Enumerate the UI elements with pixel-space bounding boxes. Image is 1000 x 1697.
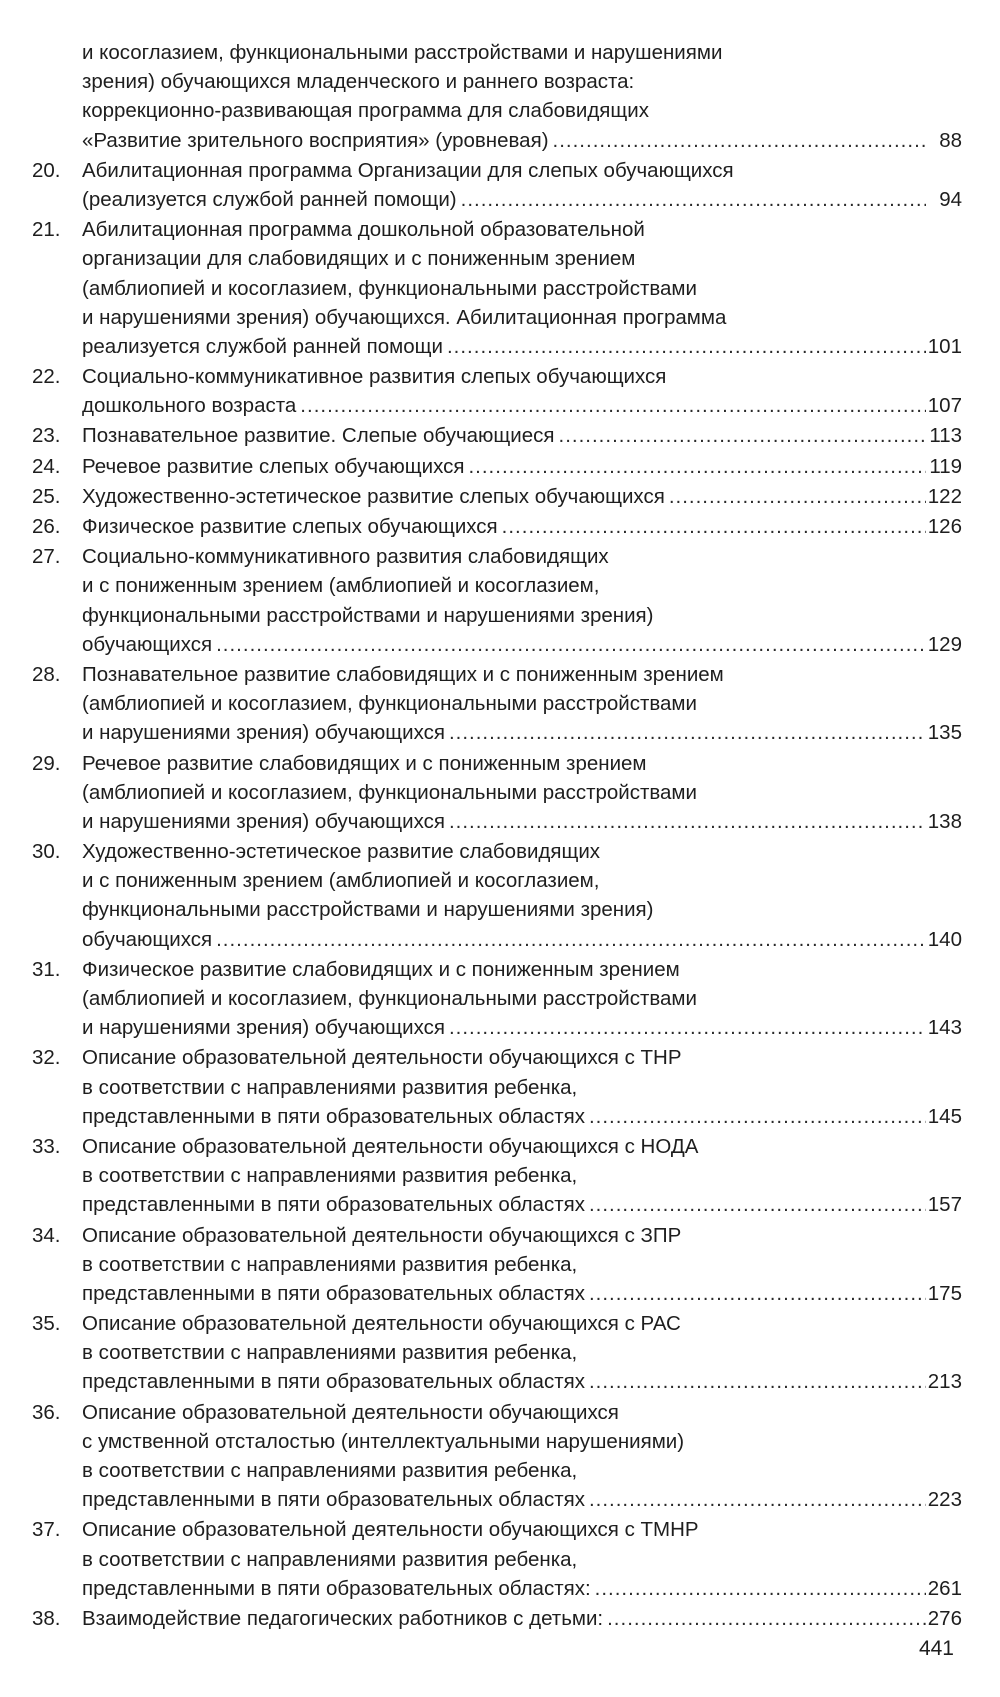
toc-entry bbox=[32, 38, 962, 155]
toc-entry-text: Абилитационная программа дошкольной образовательной bbox=[82, 218, 645, 242]
toc-entry-text: Абилитационная программа Организации для слепых обучающихся bbox=[82, 158, 734, 182]
toc-dot-leader bbox=[449, 1013, 926, 1042]
toc-dot-leader bbox=[216, 630, 926, 659]
toc-entry-text: «Развитие зрительного восприятия» (уровневая) bbox=[82, 128, 549, 152]
toc-entry-line bbox=[32, 895, 962, 924]
toc-entry-page: 113 bbox=[929, 424, 962, 448]
toc-entry-line bbox=[32, 1367, 962, 1396]
toc-entry-text: представленными в пяти образовательных областях: bbox=[82, 1576, 591, 1600]
toc-entry-page: 157 bbox=[927, 1193, 962, 1217]
toc-dot-leader bbox=[468, 452, 926, 481]
toc-entry-page: 101 bbox=[927, 334, 962, 358]
toc-entry-line bbox=[32, 866, 962, 895]
toc-entry bbox=[32, 1043, 962, 1131]
toc-dot-leader bbox=[449, 718, 926, 747]
toc-entry-number: 24. bbox=[32, 454, 61, 478]
toc-entry-number: 38. bbox=[32, 1606, 61, 1630]
toc-entry-line bbox=[32, 807, 962, 836]
toc-dot-leader bbox=[447, 332, 926, 361]
toc-entry-line bbox=[32, 1456, 962, 1485]
toc-entry-text: коррекционно-развивающая программа для слабовидящих bbox=[82, 99, 649, 123]
toc-entry-line bbox=[32, 1221, 962, 1250]
toc-entry-page: 94 bbox=[939, 187, 962, 211]
toc-entry-number: 23. bbox=[32, 424, 61, 448]
toc-entry-number: 27. bbox=[32, 545, 61, 569]
toc-entry-text: Познавательное развитие. Слепые обучающиеся bbox=[82, 424, 555, 448]
toc-entry-text: (амблиопией и косоглазием, функциональными расстройствами bbox=[82, 692, 697, 716]
toc-entry-number: 26. bbox=[32, 515, 61, 538]
toc-entry-line bbox=[32, 1250, 962, 1279]
toc-entry-line bbox=[32, 1485, 962, 1514]
toc-entry-text: Описание образовательной деятельности обучающихся с ТМНР bbox=[82, 1518, 699, 1542]
toc-entry-line bbox=[32, 391, 962, 420]
toc-entry-text: в соответствии с направлениями развития ребенка, bbox=[82, 1075, 578, 1099]
toc-entry-text: представленными в пяти образовательных областях bbox=[82, 1281, 585, 1305]
toc-entry-page: 88 bbox=[939, 128, 962, 152]
toc-dot-leader bbox=[607, 1604, 926, 1633]
toc-entry-text: зрения) обучающихся младенческого и раннего возраста: bbox=[82, 70, 635, 94]
toc-entry bbox=[32, 1132, 962, 1220]
toc-entry-text: и с пониженным зрением (амблиопией и косоглазием, bbox=[82, 574, 600, 598]
toc-entry-text: обучающихся bbox=[82, 632, 213, 656]
toc-entry-line bbox=[32, 542, 962, 571]
toc-entry-line bbox=[32, 837, 962, 866]
toc-entry-line bbox=[32, 185, 962, 214]
toc-entry-text: и нарушениями зрения) обучающихся bbox=[82, 721, 445, 745]
toc-entry-line bbox=[32, 1574, 962, 1603]
toc-entry-line bbox=[32, 1132, 962, 1161]
toc-dot-leader bbox=[589, 1190, 926, 1219]
toc-entry-line bbox=[32, 1604, 962, 1633]
toc-dot-leader bbox=[216, 925, 926, 954]
toc-entry-line bbox=[32, 274, 962, 303]
toc-entry-text: дошкольного возраста bbox=[82, 394, 297, 418]
toc-entry-page: 122 bbox=[927, 484, 962, 508]
toc-entry-line bbox=[32, 1279, 962, 1308]
toc-entry bbox=[32, 542, 962, 659]
toc-dot-leader bbox=[300, 391, 925, 420]
toc-entry-text: Описание образовательной деятельности обучающихся bbox=[82, 1400, 619, 1424]
toc-entry-text: Художественно-эстетическое развитие слепых обучающихся bbox=[82, 484, 665, 508]
toc-entry-line bbox=[32, 1161, 962, 1190]
toc-entry bbox=[32, 1515, 962, 1603]
toc-entry-number: 34. bbox=[32, 1223, 61, 1247]
toc-entry-line bbox=[32, 718, 962, 747]
toc-entry-text: в соответствии с направлениями развития ребенка, bbox=[82, 1547, 578, 1571]
toc-entry-text: реализуется службой ранней помощи bbox=[82, 334, 443, 358]
toc-entry-text: функциональными расстройствами и нарушениями зрения) bbox=[82, 603, 654, 627]
toc-entry-text: и нарушениями зрения) обучающихся bbox=[82, 1016, 445, 1040]
toc-entry-number: 30. bbox=[32, 840, 61, 864]
toc-entry-text: Речевое развитие слабовидящих и с пониженным зрением bbox=[82, 751, 647, 775]
toc-entry-text: в соответствии с направлениями развития ребенка, bbox=[82, 1252, 578, 1276]
toc-entry-text: Физическое развитие слабовидящих и с пониженным зрением bbox=[82, 957, 680, 981]
toc-entry-page: 145 bbox=[927, 1104, 962, 1128]
toc-entry-number: 36. bbox=[32, 1400, 61, 1424]
toc-entry-page: 175 bbox=[927, 1281, 962, 1305]
toc-entry-text: представленными в пяти образовательных областях bbox=[82, 1488, 585, 1512]
toc-entry-text: организации для слабовидящих и с пониженным зрением bbox=[82, 247, 636, 271]
toc-dot-leader bbox=[553, 126, 926, 155]
toc-entry-page: 107 bbox=[927, 394, 962, 418]
toc-entry-line bbox=[32, 96, 962, 125]
toc-entry-number: 28. bbox=[32, 662, 61, 686]
toc-entry-text: и с пониженным зрением (амблиопией и косоглазием, bbox=[82, 869, 600, 893]
toc-dot-leader bbox=[589, 1367, 926, 1396]
toc-entry bbox=[32, 156, 962, 214]
toc-entry bbox=[32, 660, 962, 748]
toc-entry-page: 129 bbox=[927, 632, 962, 656]
toc-entry-text: (реализуется службой ранней помощи) bbox=[82, 187, 457, 211]
toc-entry-line bbox=[32, 1043, 962, 1072]
toc-entry-page: 126 bbox=[927, 515, 962, 538]
toc-entry-line bbox=[32, 38, 962, 67]
toc-entry-text: Художественно-эстетическое развитие слабовидящих bbox=[82, 840, 601, 864]
toc-entry-text: Описание образовательной деятельности обучающихся с НОДА bbox=[82, 1134, 699, 1158]
toc-entry-text: в соответствии с направлениями развития ребенка, bbox=[82, 1164, 578, 1188]
toc-entry-text: Социально-коммуникативное развития слепых обучающихся bbox=[82, 365, 667, 389]
toc-entry-line bbox=[32, 955, 962, 984]
toc-entry bbox=[32, 1221, 962, 1309]
toc-entry-line bbox=[32, 1515, 962, 1544]
toc-entry-text: в соответствии с направлениями развития ребенка, bbox=[82, 1341, 578, 1365]
toc-entry-line bbox=[32, 332, 962, 361]
toc-entry-number: 32. bbox=[32, 1046, 61, 1070]
toc-entry-line bbox=[32, 1073, 962, 1102]
toc-entry-number: 33. bbox=[32, 1134, 61, 1158]
toc-entry-line bbox=[32, 482, 962, 511]
toc-entry-text: (амблиопией и косоглазием, функциональными расстройствами bbox=[82, 987, 697, 1010]
toc-entry-number: 25. bbox=[32, 484, 61, 508]
toc-entry bbox=[32, 837, 962, 954]
toc-entry-line bbox=[32, 630, 962, 659]
toc-entry bbox=[32, 749, 962, 837]
toc-entry-number: 31. bbox=[32, 957, 61, 981]
toc-entry bbox=[32, 215, 962, 361]
toc-entry-text: (амблиопией и косоглазием, функциональными расстройствами bbox=[82, 780, 697, 804]
toc-entry-line bbox=[32, 452, 962, 481]
toc-entry-number: 22. bbox=[32, 365, 61, 389]
toc-dot-leader bbox=[502, 512, 926, 541]
toc-entry-line bbox=[32, 421, 962, 450]
toc-dot-leader bbox=[589, 1279, 926, 1308]
toc-entry-text: Описание образовательной деятельности обучающихся с ТНР bbox=[82, 1046, 682, 1070]
toc-entry-line bbox=[32, 1427, 962, 1456]
toc-entry bbox=[32, 512, 962, 541]
toc-entry-number: 21. bbox=[32, 218, 61, 242]
toc-entry bbox=[32, 482, 962, 511]
toc-dot-leader bbox=[461, 185, 926, 214]
toc-dot-leader bbox=[669, 482, 926, 511]
toc-entry-text: и нарушениями зрения) обучающихся. Абилитационная программа bbox=[82, 305, 727, 329]
toc-entry bbox=[32, 1309, 962, 1397]
toc-entry-line bbox=[32, 1398, 962, 1427]
toc-entry-page: 223 bbox=[927, 1488, 962, 1512]
toc-entry bbox=[32, 955, 962, 1043]
toc-entry-line bbox=[32, 67, 962, 96]
toc-entry-text: Речевое развитие слепых обучающихся bbox=[82, 454, 465, 478]
toc-dot-leader bbox=[559, 421, 927, 450]
toc-entry-text: функциональными расстройствами и нарушениями зрения) bbox=[82, 898, 654, 922]
toc-entry-line bbox=[32, 689, 962, 718]
toc-entry-page: 138 bbox=[927, 809, 962, 833]
toc-entry-text: Описание образовательной деятельности обучающихся с РАС bbox=[82, 1312, 681, 1336]
toc-entry-text: и косоглазием, функциональными расстройствами и нарушениями bbox=[82, 41, 723, 64]
toc-entry-line bbox=[32, 1309, 962, 1338]
toc-entry-line bbox=[32, 571, 962, 600]
toc-entry-text: в соответствии с направлениями развития ребенка, bbox=[82, 1459, 578, 1482]
toc-entry-text: представленными в пяти образовательных областях bbox=[82, 1104, 585, 1128]
toc-entry-line bbox=[32, 126, 962, 155]
toc-entry-page: 140 bbox=[927, 927, 962, 951]
toc-entry-page: 213 bbox=[927, 1370, 962, 1394]
toc-dot-leader bbox=[589, 1102, 926, 1131]
toc-entry-number: 29. bbox=[32, 751, 61, 775]
toc-entry-text: представленными в пяти образовательных областях bbox=[82, 1193, 585, 1217]
toc-dot-leader bbox=[449, 807, 926, 836]
toc-entry-line bbox=[32, 303, 962, 332]
toc-dot-leader bbox=[595, 1574, 926, 1603]
toc-entry-text: (амблиопией и косоглазием, функциональными расстройствами bbox=[82, 276, 697, 300]
toc-entry-line bbox=[32, 1013, 962, 1042]
toc-entry bbox=[32, 452, 962, 481]
toc-entry-text: Взаимодействие педагогических работников с детьми: bbox=[82, 1606, 604, 1630]
toc-entry-line bbox=[32, 749, 962, 778]
toc-entry-text: Социально-коммуникативного развития слабовидящих bbox=[82, 545, 609, 569]
toc-entry-page: 261 bbox=[927, 1576, 962, 1600]
toc-entry-line bbox=[32, 362, 962, 391]
toc-entry-line bbox=[32, 984, 962, 1013]
toc-entry-line bbox=[32, 1190, 962, 1219]
toc-entry-text: Познавательное развитие слабовидящих и с пониженным зрением bbox=[82, 662, 724, 686]
toc-entry-line bbox=[32, 601, 962, 630]
toc-entry-number: 20. bbox=[32, 158, 61, 182]
toc-entry-text: представленными в пяти образовательных областях bbox=[82, 1370, 585, 1394]
toc-entry-page: 276 bbox=[927, 1606, 962, 1630]
toc-entry-line bbox=[32, 925, 962, 954]
toc-entry bbox=[32, 362, 962, 420]
toc-entry-line bbox=[32, 778, 962, 807]
toc-entry-text: Описание образовательной деятельности обучающихся с ЗПР bbox=[82, 1223, 682, 1247]
toc-entry-page: 135 bbox=[927, 721, 962, 745]
toc-entry-number: 37. bbox=[32, 1518, 61, 1542]
toc-entry-text: Физическое развитие слепых обучающихся bbox=[82, 515, 498, 538]
toc-entry-line bbox=[32, 156, 962, 185]
table-of-contents bbox=[32, 38, 962, 1634]
toc-entry bbox=[32, 1398, 962, 1515]
toc-entry-line bbox=[32, 215, 962, 244]
toc-entry-page: 143 bbox=[927, 1016, 962, 1040]
toc-entry bbox=[32, 1604, 962, 1633]
toc-entry-number: 35. bbox=[32, 1312, 61, 1336]
page-number: 441 bbox=[918, 1637, 954, 1660]
toc-entry-page: 119 bbox=[929, 454, 962, 478]
toc-entry-line bbox=[32, 1102, 962, 1131]
toc-entry-text: обучающихся bbox=[82, 927, 213, 951]
toc-entry-line bbox=[32, 512, 962, 541]
toc-entry-text: с умственной отсталостью (интеллектуальными нарушениями) bbox=[82, 1429, 685, 1453]
toc-entry-line bbox=[32, 1545, 962, 1574]
toc-entry-line bbox=[32, 660, 962, 689]
toc-dot-leader bbox=[589, 1485, 926, 1514]
toc-entry-text: и нарушениями зрения) обучающихся bbox=[82, 809, 445, 833]
toc-entry-line bbox=[32, 1338, 962, 1367]
toc-entry bbox=[32, 421, 962, 450]
toc-entry-line bbox=[32, 244, 962, 273]
